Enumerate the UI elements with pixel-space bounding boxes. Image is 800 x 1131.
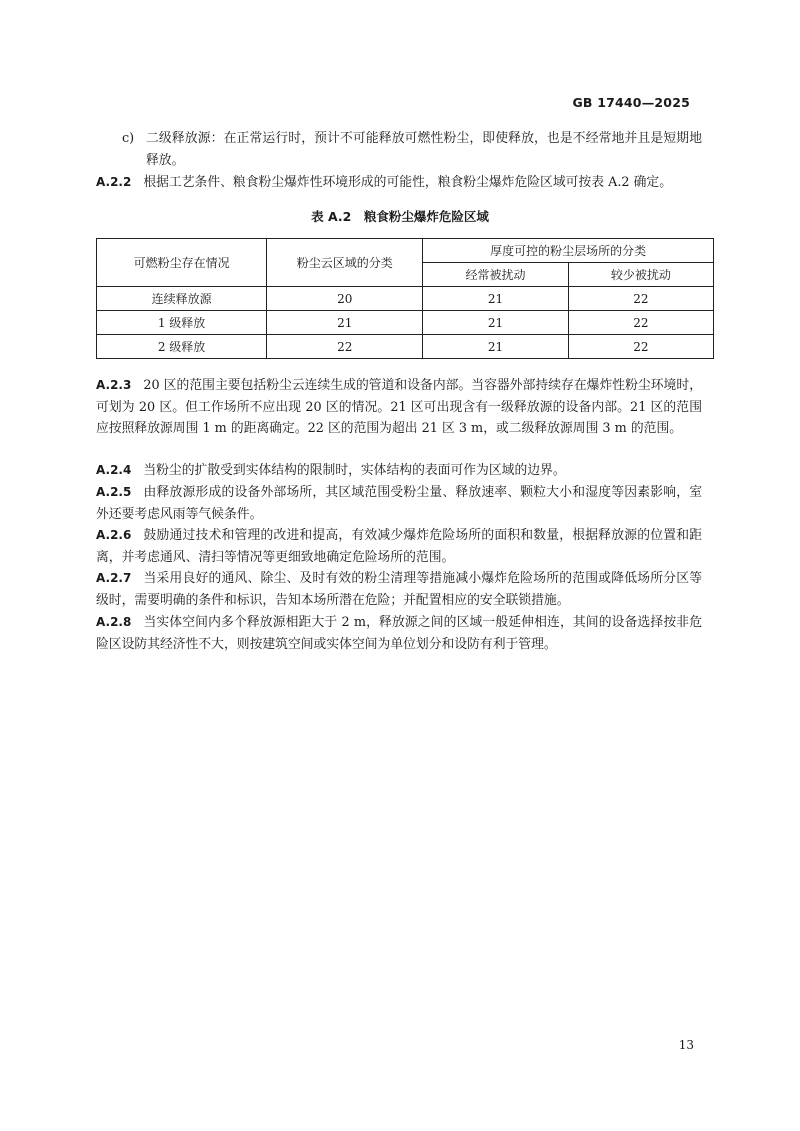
section-a27 [96, 568, 702, 611]
cell-frequent: 21 [423, 287, 568, 311]
cell-situation: 连续释放源 [97, 287, 267, 311]
section-number: A.2.5 [96, 485, 132, 499]
section-text: 20 区的范围主要包括粉尘云连续生成的管道和设备内部。当容器外部持续存在爆炸性粉尘环境时，可划为 20 区。但工作场所不应出现 20 区的情况。21 区可出现含有一级释放源的设备内部。21 区的范围应按照释放源周围 1 m 的距离确定。22 区的范围为超出 21 区 3 m，或二级释放源周围 3 m 的范围。 [96, 378, 702, 436]
table-title: 表 A.2 粮食粉尘爆炸危险区域 [311, 209, 489, 224]
list-item-text: 二级释放源：在正常运行时，预计不可能释放可燃性粉尘，即使释放，也是不经常地并且是短期地释放。 [146, 131, 702, 168]
cell-cloud: 22 [267, 335, 423, 359]
section-number: A.2.8 [96, 615, 132, 629]
section-text: 当粉尘的扩散受到实体结构的限制时，实体结构的表面可作为区域的边界。 [143, 463, 566, 478]
cell-situation: 2 级释放 [97, 335, 267, 359]
section-a22 [96, 172, 702, 194]
section-number: A.2.2 [96, 175, 132, 189]
section-a24 [96, 460, 702, 482]
section-a26 [96, 525, 702, 568]
list-item-c [122, 128, 702, 171]
header-situation: 可燃粉尘存在情况 [97, 239, 267, 287]
header-cloud-zone: 粉尘云区域的分类 [267, 239, 423, 287]
table-row [97, 335, 714, 359]
cell-frequent: 21 [423, 311, 568, 335]
section-a28 [96, 612, 702, 655]
section-number: A.2.7 [96, 571, 132, 585]
section-a23 [96, 375, 702, 440]
cell-cloud: 20 [267, 287, 423, 311]
dust-zone-table [96, 238, 714, 359]
cell-cloud: 21 [267, 311, 423, 335]
section-text: 根据工艺条件、粮食粉尘爆炸性环境形成的可能性，粮食粉尘爆炸危险区域可按表 A.2 确定。 [143, 175, 672, 190]
section-text: 鼓励通过技术和管理的改进和提高，有效减少爆炸危险场所的面积和数量，根据释放源的位置和距离，并考虑通风、清扫等情况等更细致地确定危险场所的范围。 [96, 528, 702, 565]
section-number: A.2.4 [96, 463, 132, 477]
cell-situation: 1 级释放 [97, 311, 267, 335]
section-number: A.2.3 [96, 378, 132, 392]
section-text: 当采用良好的通风、除尘、及时有效的粉尘清理等措施减小爆炸危险场所的范围或降低场所分区等级时，需要明确的条件和标识，告知本场所潜在危险；并配置相应的安全联锁措施。 [96, 571, 702, 608]
list-item-marker: c) [122, 131, 135, 146]
section-text: 由释放源形成的设备外部场所，其区域范围受粉尘量、释放速率、颗粒大小和湿度等因素影响，室外还要考虑风雨等气候条件。 [96, 485, 702, 522]
table-header-row [97, 239, 714, 263]
header-layer-group: 厚度可控的粉尘层场所的分类 [423, 239, 714, 263]
cell-rare: 22 [568, 287, 713, 311]
cell-rare: 22 [568, 311, 713, 335]
section-text: 当实体空间内多个释放源相距大于 2 m，释放源之间的区域一般延伸相连，其间的设备选择按非危险区设防其经济性不大，则按建筑空间或实体空间为单位划分和设防有利于管理。 [96, 615, 702, 652]
section-a25 [96, 482, 702, 525]
header-frequent: 经常被扰动 [423, 263, 568, 287]
table-row [97, 311, 714, 335]
cell-rare: 22 [568, 335, 713, 359]
standard-code: GB 17440—2025 [572, 95, 690, 110]
table-row [97, 287, 714, 311]
header-rare: 较少被扰动 [568, 263, 713, 287]
section-number: A.2.6 [96, 528, 132, 542]
page-number: 13 [678, 1038, 694, 1052]
cell-frequent: 21 [423, 335, 568, 359]
